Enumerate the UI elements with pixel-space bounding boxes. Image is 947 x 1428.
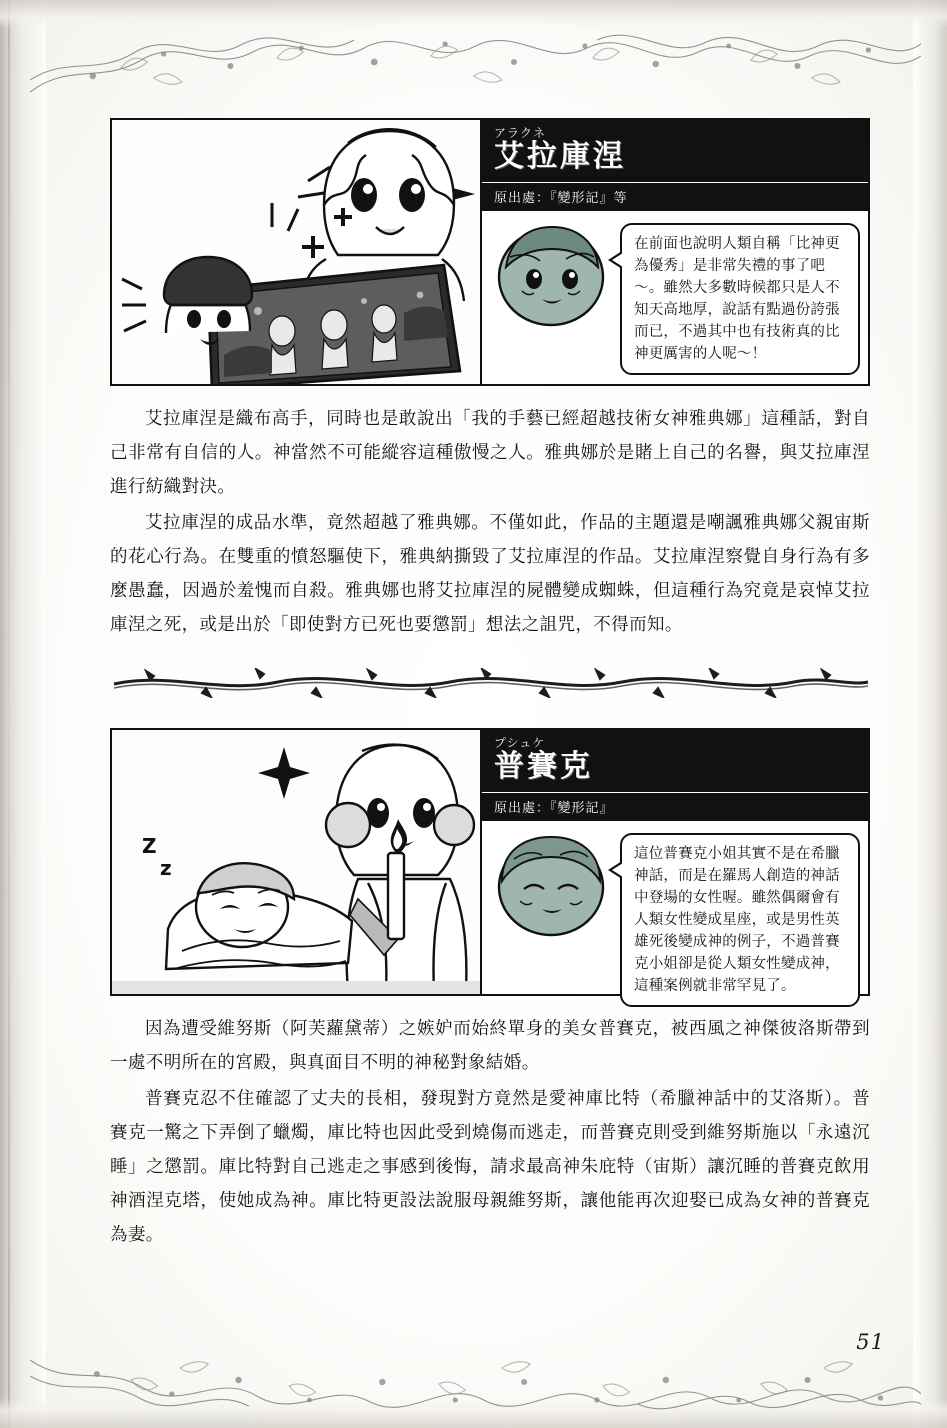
svg-text:Z: Z — [142, 834, 157, 858]
page-content — [110, 118, 870, 1270]
psyche-commentator-portrait — [492, 833, 610, 937]
page-top-edge-shadow — [0, 0, 947, 28]
entry-source: 原出處：『變形記』 — [482, 792, 868, 821]
svg-text:z: z — [160, 856, 172, 880]
page-right-edge-shadow — [913, 0, 947, 1428]
entry-body-psyche — [110, 1012, 870, 1252]
entry-psyche — [110, 728, 870, 1252]
arachne-weaving-tapestry-illustration — [112, 120, 482, 384]
entry-title: 艾拉庫涅 — [494, 139, 626, 174]
paragraph: 艾拉庫涅的成品水準，竟然超越了雅典娜。不僅如此，作品的主題還是嘲諷雅典娜父親宙斯的花心行為。在雙重的憤怒驅使下，雅典納撕毀了艾拉庫涅的作品。艾拉庫涅察覺自身行為有多麼愚蠢，因過於羞愧而自殺。雅典娜也將艾拉庫涅的屍體變成蜘蛛，但這種行為究竟是哀悼艾拉庫涅之死，或是出於「即使對方已死也要懲罰」想法之詛咒，不得而知。 — [110, 513, 870, 635]
thorn-vine-divider — [110, 668, 870, 698]
entry-right-arachne — [482, 120, 868, 384]
entry-arachne — [110, 118, 870, 642]
entry-title: 普賽克 — [494, 749, 593, 784]
entry-name-bar — [482, 120, 868, 182]
floral-border-ornament-top — [30, 22, 921, 100]
page-bottom-edge-shadow — [0, 1398, 947, 1428]
entry-right-psyche — [482, 730, 868, 994]
psyche-lamp-cupid-illustration — [112, 730, 482, 994]
entry-comment-bubble: 這位普賽克小姐其實不是在希臘神話，而是在羅馬人創造的神話中登場的女性喔。雖然偶爾會有人類女性變成星座，或是男性英雄死後變成神的例子，不過普賽克小姐卻是從人類女性變成神，這種案例就非常罕見了。 — [620, 833, 860, 1007]
arachne-commentator-portrait — [492, 223, 610, 327]
entry-header-psyche — [110, 728, 870, 996]
entry-commentary-psyche — [492, 833, 860, 1007]
entry-comment-bubble: 在前面也說明人類自稱「比神更為優秀」是非常失禮的事了吧～。雖然大多數時候都只是人不知天高地厚，說話有點過份誇張而已，不過其中也有技術真的比神更厲害的人呢～！ — [620, 223, 860, 375]
entry-source: 原出處：『變形記』等 — [482, 182, 868, 211]
paragraph: 因為遭受維努斯（阿芙蘿黛蒂）之嫉妒而始終單身的美女普賽克，被西風之神傑彼洛斯帶到一處不明所在的宮殿，與真面目不明的神秘對象結婚。 — [110, 1019, 870, 1073]
paragraph: 普賽克忍不住確認了丈夫的長相，發現對方竟然是愛神庫比特（希臘神話中的艾洛斯）。普賽克一驚之下弄倒了蠟燭，庫比特也因此受到燒傷而逃走，而普賽克則受到維努斯施以「永遠沉睡」之懲罰。庫比特對自己逃走之事感到後悔，請求最高神朱庇特（宙斯）讓沉睡的普賽克飲用神酒涅克塔，使她成為神。庫比特更設法說服母親維努斯，讓他能再次迎娶已成為女神的普賽克為妻。 — [110, 1089, 870, 1245]
page-number: 51 — [856, 1330, 885, 1354]
entry-header-arachne — [110, 118, 870, 386]
entry-commentary-arachne — [492, 223, 860, 375]
entry-name-bar — [482, 730, 868, 792]
paragraph: 艾拉庫涅是織布高手，同時也是敢說出「我的手藝已經超越技術女神雅典娜」這種話，對自己非常有自信的人。神當然不可能縱容這種傲慢之人。雅典娜於是賭上自己的名譽，與艾拉庫涅進行紡織對決。 — [110, 409, 870, 497]
entry-kana: アラクネ — [494, 126, 546, 140]
entry-kana: プシュケ — [494, 736, 546, 750]
page-left-edge-shadow — [0, 0, 46, 1428]
entry-body-arachne — [110, 402, 870, 642]
